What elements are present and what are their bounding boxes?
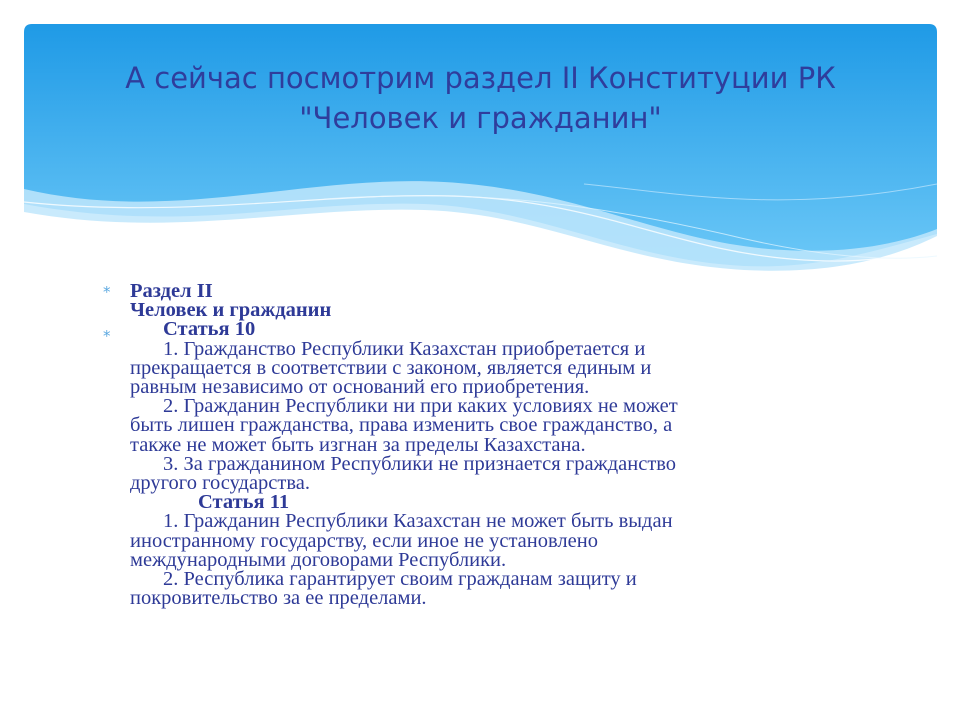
bullet-icon: *: [103, 283, 111, 301]
article-10-line: 2. Гражданин Республики ни при каких условиях не может: [163, 395, 678, 418]
slide-title-line-1: А сейчас посмотрим раздел II Конституции РК: [125, 61, 836, 95]
bullet-icon: *: [103, 327, 111, 345]
article-11-heading: Статья 11: [198, 491, 290, 514]
article-10-line: 3. За гражданином Республики не признается гражданство: [163, 452, 677, 475]
constitution-text: [130, 282, 890, 608]
article-11-line: иностранному государству, если иное не установлено: [130, 529, 598, 552]
article-10-line: 1. Гражданство Республики Казахстан приобретается и: [163, 337, 646, 360]
article-11-line: международными договорами Республики.: [130, 548, 507, 571]
article-10-line: быть лишен гражданства, права изменить свое гражданство, а: [130, 414, 673, 437]
slide-title-line-2: "Человек и гражданин": [299, 101, 662, 135]
slide-title: [24, 58, 937, 138]
article-11-line: 1. Гражданин Республики Казахстан не может быть выдан: [163, 510, 673, 533]
section-subheading: Человек и гражданин: [130, 299, 332, 322]
article-10-line: равным независимо от оснований его приобретения.: [130, 376, 590, 399]
article-10-heading: Статья 10: [163, 318, 256, 341]
article-10-line: также не может быть изгнан за пределы Казахстана.: [130, 433, 586, 456]
article-11-line: покровительство за ее пределами.: [130, 587, 427, 610]
article-10-line: другого государства.: [130, 472, 310, 495]
article-10-line: прекращается в соответствии с законом, является единым и: [130, 356, 652, 379]
section-heading: Раздел II: [130, 280, 213, 302]
article-11-line: 2. Республика гарантирует своим гражданам защиту и: [163, 568, 637, 591]
